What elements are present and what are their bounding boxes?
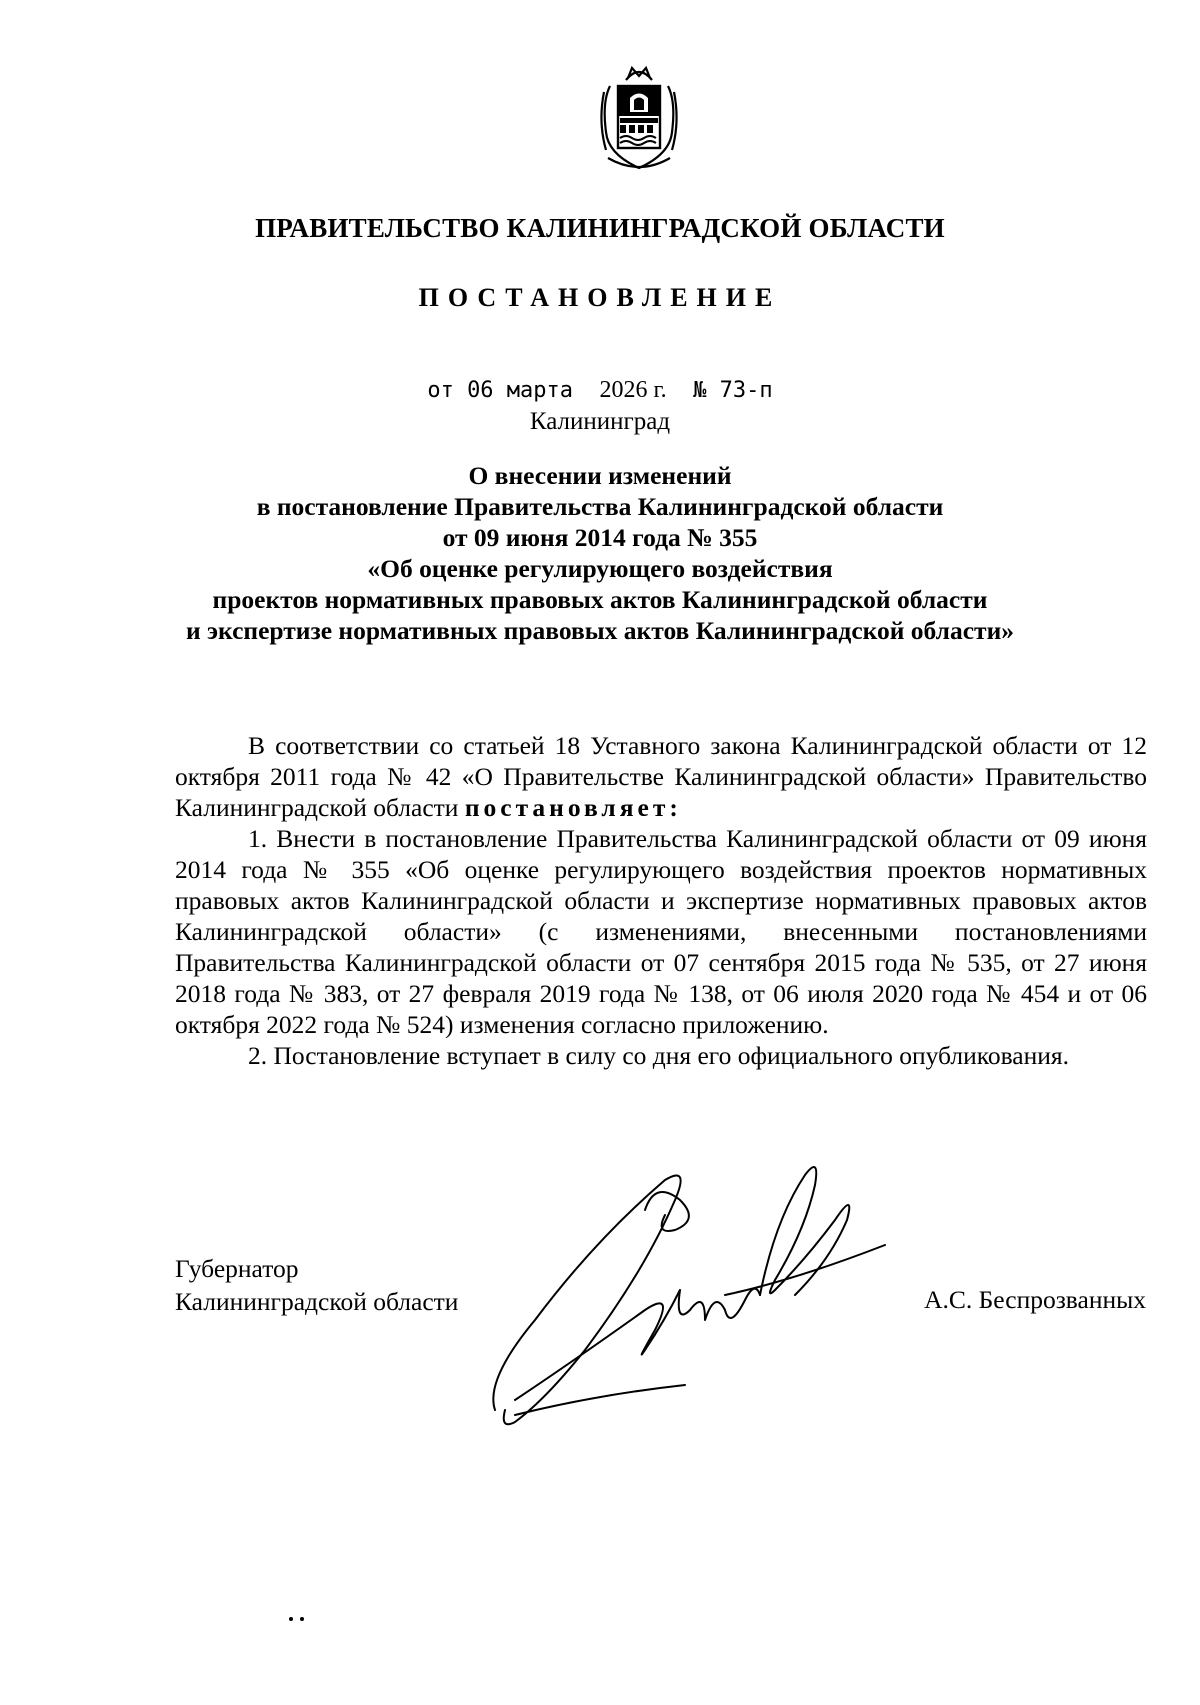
preamble-paragraph	[175, 730, 1147, 823]
title-line: в постановление Правительства Калининградской области	[256, 492, 944, 521]
title-line: от 09 июня 2014 года № 355	[442, 523, 758, 552]
document-date: от 06 марта	[427, 378, 574, 403]
document-body	[175, 730, 1147, 1071]
handwritten-signature	[475, 1160, 895, 1430]
government-name: ПРАВИТЕЛЬСТВО КАЛИНИНГРАДСКОЙ ОБЛАСТИ	[255, 213, 945, 243]
document-year: 2026 г.	[599, 377, 667, 403]
signatory-name: А.С. Беспрозванных	[924, 1285, 1146, 1314]
title-line: и экспертизе нормативных правовых актов Калининградской области»	[185, 616, 1015, 645]
title-line: «Об оценке регулирующего воздействия	[367, 554, 833, 583]
title-line: проектов нормативных правовых актов Калининградской области	[212, 585, 988, 614]
position-line: Губернатор	[175, 1254, 299, 1283]
clause-2: 2. Постановление вступает в силу со дня его официального опубликования.	[248, 1041, 1069, 1070]
page-marks	[287, 1614, 317, 1624]
date-line	[0, 377, 1200, 404]
document-title	[0, 460, 1200, 646]
coat-of-arms-icon	[596, 62, 682, 174]
decree-keyword: постановляет:	[464, 793, 682, 822]
document-city: Калининград	[529, 408, 671, 435]
clause-1: 1. Внести в постановление Правительства Калининградской области от 09 июня 2014 года № 355 «Об оценке регулирующего воздействия проектов нормативных правовых актов Калининградской области и экспертизе нормативных правовых актов Калининградской области» (с изменениями, внесенными постановлениями Правительства Калининградской области от 07 сентября 2015 года № 535, от 27 июня 2018 года № 383, от 27 февраля 2019 года № 138, от 06 июля 2020 года № 454 и от 06 октября 2022 года № 524) изменения согласно приложению.	[175, 824, 1147, 1039]
document-type: ПОСТАНОВЛЕНИЕ	[418, 283, 782, 312]
signatory-position	[175, 1252, 458, 1318]
document-number: № 73-п	[693, 378, 773, 403]
position-line: Калининградской области	[175, 1287, 459, 1316]
preamble-text: В соответствии со статьей 18 Уставного закона Калининградской области от 12 октября 2011 года № 42 «О Правительстве Калининградской области» Правительство Калининградской области	[175, 731, 1147, 822]
title-line: О внесении изменений	[468, 461, 732, 490]
